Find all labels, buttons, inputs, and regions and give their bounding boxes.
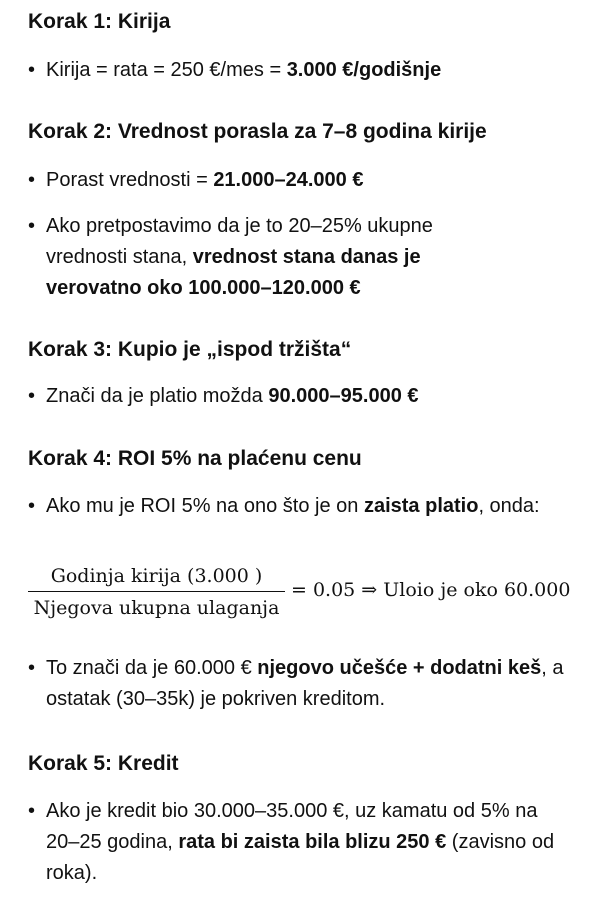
bullet-text: Ako je kredit bio 30.000–35.000 €, uz kamatu od 5% na 20–25 godina, — [46, 800, 538, 853]
step-5-bullet-1 — [28, 796, 568, 889]
step-4-bullet-1 — [28, 491, 576, 522]
step-5-heading: Korak 5: Kredit — [28, 752, 179, 775]
bullet-text-end: (zavisno od roka). — [46, 831, 555, 884]
step-3-heading: Korak 3: Kupio je „ispod tržišta“ — [28, 338, 352, 361]
formula-denominator: Njegova ukupna ulaganja — [33, 597, 280, 619]
bullet-text: Znači da je platio možda — [46, 385, 269, 407]
bullet-icon: • — [28, 495, 36, 517]
bullet-text: To znači da je 60.000 € — [46, 657, 258, 679]
bullet-bold-text: 21.000–24.000 € — [213, 169, 364, 191]
step-1-heading: Korak 1: Kirija — [28, 10, 171, 33]
step-4-heading: Korak 4: ROI 5% na plaćenu cenu — [28, 447, 362, 470]
bullet-icon: • — [28, 657, 36, 679]
bullet-bold-text: vrednost stana danas je verovatno oko 100.000–120.000 € — [46, 246, 421, 299]
bullet-bold-text: 90.000–95.000 € — [268, 385, 419, 407]
bullet-icon: • — [28, 59, 36, 81]
bullet-icon: • — [28, 215, 36, 237]
step-4-bullet-2 — [28, 653, 573, 715]
bullet-text-end: , onda: — [478, 495, 540, 517]
bullet-bold-text: njegovo učešće + dodatni keš — [257, 657, 542, 679]
bullet-bold-text: 3.000 €/godišnje — [286, 59, 442, 81]
bullet-text: Kirija = rata = 250 €/mes = — [46, 59, 287, 81]
step-3-bullet-1 — [28, 381, 576, 412]
bullet-text: Ako pretpostavimo da je to 20–25% ukupne vrednosti stana, — [46, 215, 433, 268]
step-1-bullet-1 — [28, 55, 576, 86]
formula-numerator: Godinja kirija (3.000 ) — [50, 565, 263, 587]
bullet-text: Ako mu je ROI 5% na ono što je on — [46, 495, 364, 517]
fraction-bar — [28, 591, 285, 592]
formula-result: = 0.05 ⇒ Uloio je oko 60.000 — [291, 579, 571, 601]
step-2-bullet-1 — [28, 165, 576, 196]
bullet-bold-text: rata bi zaista bila blizu 250 € — [178, 831, 447, 853]
bullet-icon: • — [28, 800, 36, 822]
bullet-text: Porast vrednosti = — [46, 169, 214, 191]
step-2-heading: Korak 2: Vrednost porasla za 7–8 godina kirije — [28, 120, 487, 143]
bullet-bold-text: zaista platio — [363, 495, 479, 517]
step-2-bullet-2 — [28, 211, 498, 304]
bullet-icon: • — [28, 385, 36, 407]
formula-fraction — [28, 563, 285, 621]
bullet-icon: • — [28, 169, 36, 191]
bullet-text-end: , a ostatak (30–35k) je pokriven kreditom. — [46, 657, 564, 710]
